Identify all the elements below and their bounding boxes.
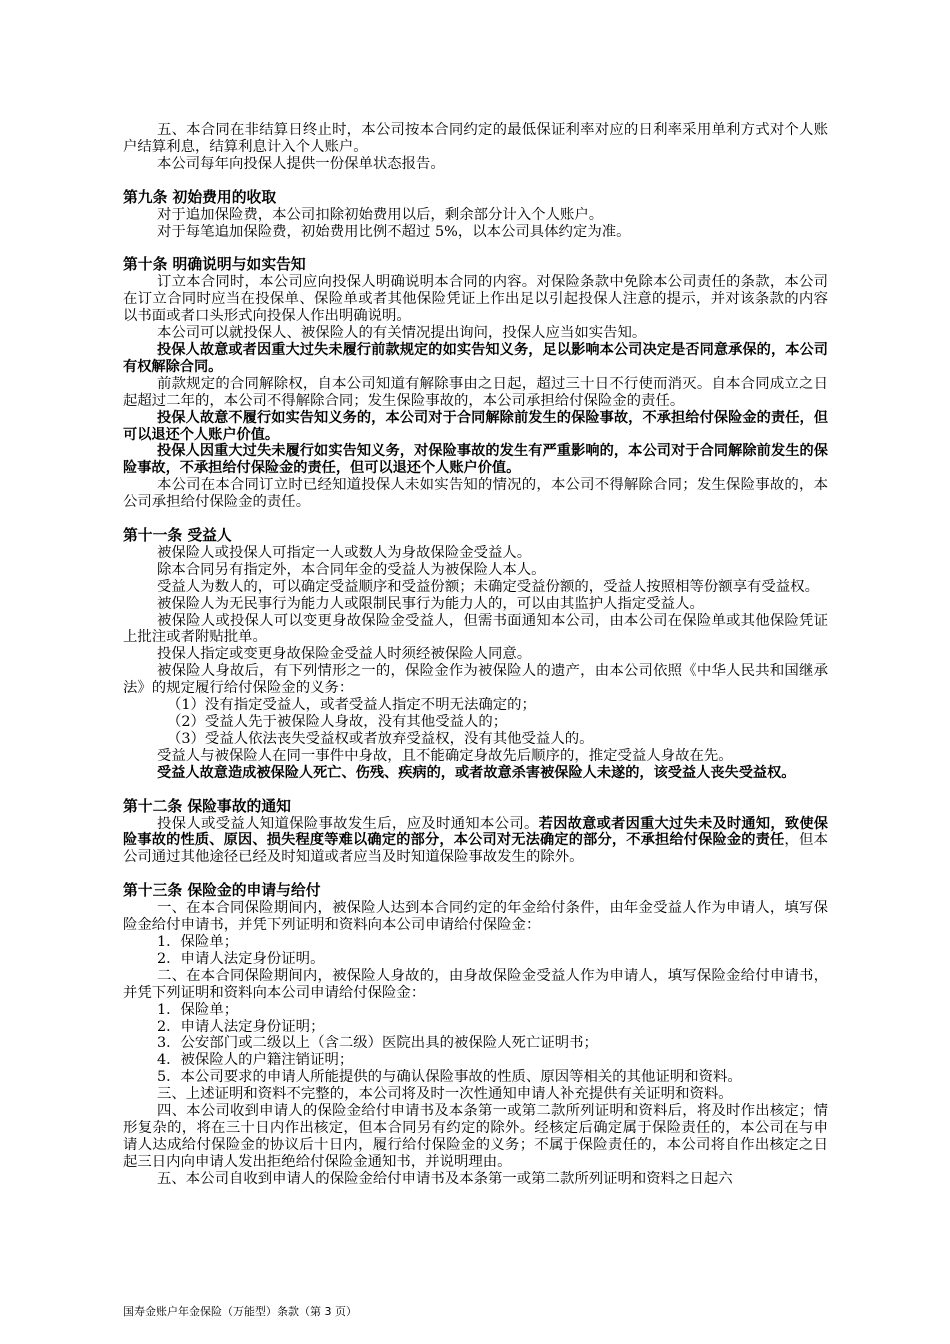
paragraph: 投保人指定或变更身故保险金受益人时须经被保险人同意。 (157, 646, 532, 663)
section-heading-11: 第十一条 受益人 (123, 527, 232, 545)
paragraph: 三、上述证明和资料不完整的，本公司将及时一次性通知申请人补充提供有关证明和资料。 (157, 1086, 733, 1103)
text-run: ，但本公司通过其他途径已经及时知道或者应当及时知道保险事故发生的除外。 (123, 832, 828, 866)
paragraph: 对于追加保险费，本公司扣除初始费用以后，剩余部分计入个人账户。 (157, 206, 604, 223)
list-item: 1．保险单； (157, 1001, 239, 1018)
text-run: 投保人或受益人知道保险事故发生后，应及时通知本公司。 (157, 815, 539, 832)
paragraph: 本公司每年向投保人提供一份保单状态报告。 (157, 155, 445, 172)
paragraph: 被保险人为无民事行为能力人或限制民事行为能力人的，可以由其监护人指定受益人。 (157, 595, 704, 612)
paragraph: 订立本合同时，本公司应向投保人明确说明本合同的内容。对保险条款中免除本公司责任的条款，本公司在订立合同时应当在投保单、保险单或者其他保险凭证上作出足以引起投保人注意的提示，并对该条款的内容以书面或者口头形式向投保人作出明确说明。 (123, 274, 828, 325)
paragraph: 受益人与被保险人在同一事件中身故，且不能确定身故先后顺序的，推定受益人身故在先。 (157, 747, 733, 764)
paragraph: 被保险人或投保人可指定一人或数人为身故保险金受益人。 (157, 544, 532, 561)
list-item: （1）没有指定受益人，或者受益人指定不明无法确定的； (167, 697, 536, 714)
paragraph: 一、在本合同保险期间内，被保险人达到本合同约定的年金给付条件，由年金受益人作为申请人，填写保险金给付申请书，并凭下列证明和资料向本公司申请给付保险金： (123, 900, 828, 934)
paragraph: 五、本合同在非结算日终止时，本公司按本合同约定的最低保证利率对应的日利率采用单利方式对个人账户结算利息，结算利息计入个人账户。 (123, 122, 828, 155)
bold-paragraph: 受益人故意造成被保险人死亡、伤残、疾病的，或者故意杀害被保险人未遂的，该受益人丧失受益权。 (157, 764, 796, 781)
clause-text (123, 122, 828, 1188)
paragraph: 本公司在本合同订立时已经知道投保人未如实告知的情况的，本公司不得解除合同；发生保险事故的，本公司承担给付保险金的责任。 (123, 477, 828, 511)
paragraph: 本公司可以就投保人、被保险人的有关情况提出询问，投保人应当如实告知。 (157, 325, 647, 342)
list-item: 2．申请人法定身份证明。 (157, 950, 325, 967)
paragraph: 五、本公司自收到申请人的保险金给付申请书及本条第一或第二款所列证明和资料之日起六 (157, 1170, 733, 1187)
list-item: 1．保险单； (157, 933, 239, 950)
paragraph (123, 816, 828, 867)
list-item: （2）受益人先于被保险人身故，没有其他受益人的； (167, 714, 508, 730)
bold-text-run: 若因故意或者因重大过失未及时通知，致使保险事故的性质、原因、损失程度等难以确定的部分，本公司对无法确定的部分，不承担给付保险金的责任 (123, 815, 828, 849)
section-heading-9: 第九条 初始费用的收取 (123, 188, 277, 206)
list-item: 5．本公司要求的申请人所能提供的与确认保险事故的性质、原因等相关的其他证明和资料。 (157, 1069, 742, 1086)
bold-paragraph: 投保人故意或者因重大过失未履行前款规定的如实告知义务，足以影响本公司决定是否同意承保的，本公司有权解除合同。 (123, 341, 828, 375)
paragraph: 被保险人身故后，有下列情形之一的，保险金作为被保险人的遗产，由本公司依照《中华人民共和国继承法》的规定履行给付保险金的义务： (123, 663, 828, 697)
bold-paragraph: 投保人因重大过失未履行如实告知义务，对保险事故的发生有严重影响的，本公司对于合同解除前发生的保险事故，不承担给付保险金的责任，但可以退还个人账户价值。 (123, 443, 828, 477)
section-heading-12: 第十二条 保险事故的通知 (123, 797, 291, 815)
list-item: （3）受益人依法丧失受益权或者放弃受益权，没有其他受益人的。 (167, 730, 594, 747)
paragraph: 四、本公司收到申请人的保险金给付申请书及本条第一或第二款所列证明和资料后，将及时作出核定；情形复杂的，将在三十日内作出核定，但本合同另有约定的除外。经核定后确定属于保险责任的，本公司在与申请人达成给付保险金的协议后十日内，履行给付保险金的义务；不属于保险责任的，本公司将自作出核定之日起三日内向申请人发出拒绝给付保险金通知书，并说明理由。 (123, 1103, 828, 1170)
bold-paragraph: 投保人故意不履行如实告知义务的，本公司对于合同解除前发生的保险事故，不承担给付保险金的责任，但可以退还个人账户价值。 (123, 409, 828, 443)
list-item: 3．公安部门或二级以上（含二级）医院出具的被保险人死亡证明书； (157, 1035, 598, 1052)
paragraph: 被保险人或投保人可以变更身故保险金受益人，但需书面通知本公司，由本公司在保险单或其他保险凭证上批注或者附贴批单。 (123, 612, 828, 646)
list-item: 2．申请人法定身份证明； (157, 1018, 325, 1035)
paragraph: 对于每笔追加保险费，初始费用比例不超过 5%，以本公司具体约定为准。 (157, 223, 631, 240)
page-footer: 国寿金账户年金保险（万能型）条款（第 3 页） (123, 1305, 357, 1318)
paragraph: 二、在本合同保险期间内，被保险人身故的，由身故保险金受益人作为申请人，填写保险金给付申请书，并凭下列证明和资料向本公司申请给付保险金： (123, 967, 828, 1001)
section-heading-10: 第十条 明确说明与如实告知 (123, 256, 306, 274)
list-item: 4．被保险人的户籍注销证明； (157, 1052, 354, 1069)
paragraph: 前款规定的合同解除权，自本公司知道有解除事由之日起，超过三十日不行使而消灭。自本合同成立之日起超过二年的，本公司不得解除合同；发生保险事故的，本公司承担给付保险金的责任。 (123, 375, 828, 409)
paragraph: 受益人为数人的，可以确定受益顺序和受益份额；未确定受益份额的，受益人按照相等份额享有受益权。 (157, 578, 819, 595)
section-heading-13: 第十三条 保险金的申请与给付 (123, 882, 321, 900)
paragraph: 除本合同另有指定外，本合同年金的受益人为被保险人本人。 (157, 561, 546, 578)
